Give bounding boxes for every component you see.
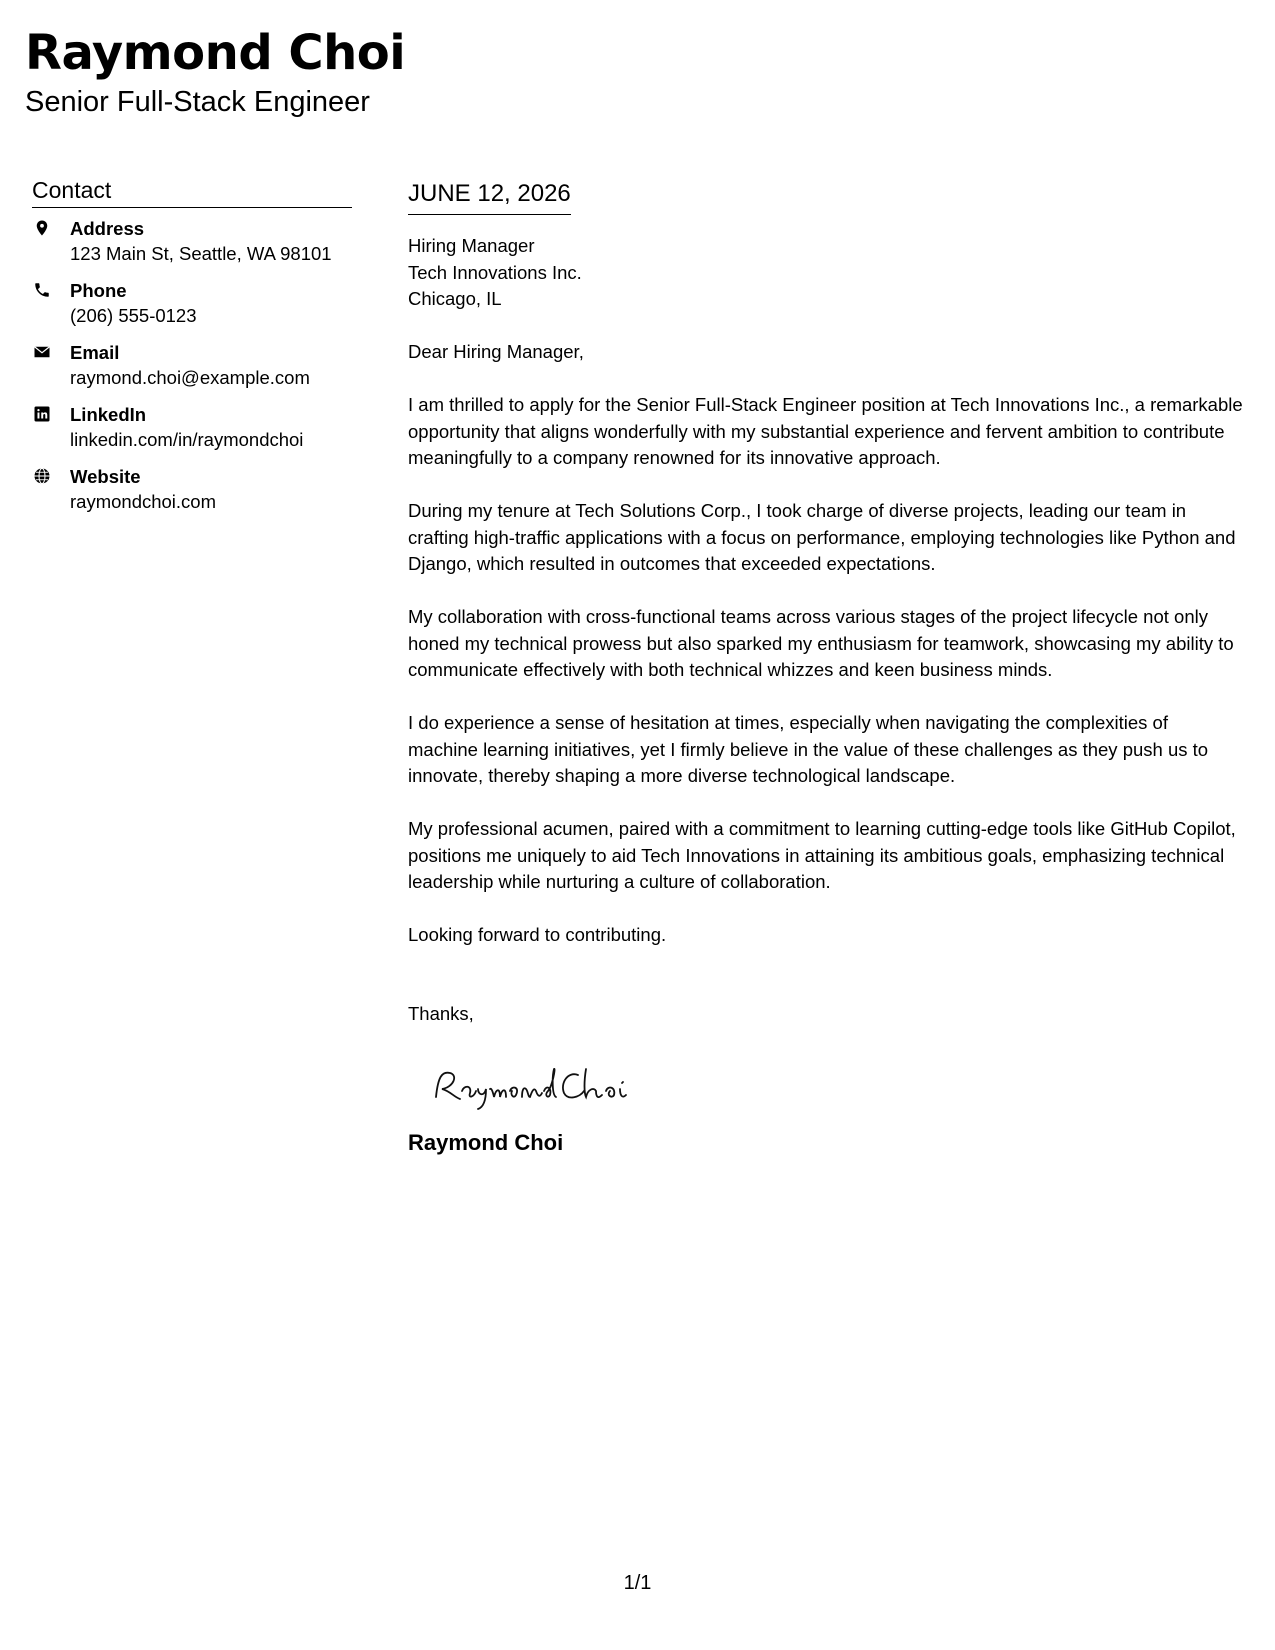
contact-item-address	[32, 216, 352, 266]
applicant-name: Raymond Choi	[25, 25, 406, 81]
contact-item-email	[32, 340, 352, 390]
signature-image	[428, 1057, 1243, 1117]
letter-paragraph: My collaboration with cross-functional teams across various stages of the project lifecycle not only honed my technical prowess but also sparked my enthusiasm for teamwork, showcasing my ability to communicate effectively with both technical whizzes and keen business minds.	[408, 606, 1234, 680]
contact-title: Contact	[32, 175, 352, 208]
contact-label-website: Website	[70, 466, 141, 487]
signed-name: Raymond Choi	[408, 1130, 564, 1155]
recipient-line: Hiring Manager	[408, 235, 535, 256]
contact-value-address: 123 Main St, Seattle, WA 98101	[70, 243, 332, 264]
recipient-block	[408, 233, 1243, 313]
recipient-line: Tech Innovations Inc.	[408, 261, 582, 283]
contact-value-email: raymond.choi@example.com	[70, 367, 310, 388]
contact-label-address: Address	[70, 218, 145, 239]
map-pin-icon	[32, 218, 52, 238]
letter-paragraph: During my tenure at Tech Solutions Corp., I took charge of diverse projects, leading our team in crafting high-traffic applications with a focus on performance, employing technologies like Python and Django, which resulted in outcomes that exceeded expectations.	[408, 500, 1236, 574]
page-number: 1/1	[623, 1572, 652, 1594]
cover-letter-body	[408, 178, 1243, 1157]
contact-value-website: raymondchoi.com	[70, 491, 217, 512]
contact-value-phone: (206) 555-0123	[70, 305, 197, 326]
contact-item-phone	[32, 278, 352, 328]
recipient-line: Chicago, IL	[408, 288, 502, 309]
salutation: Dear Hiring Manager,	[408, 341, 584, 362]
letter-paragraph: I am thrilled to apply for the Senior Full-Stack Engineer position at Tech Innovations Inc., a remarkable opportunity that aligns wonderfully with my substantial experience and fervent ambition to contribute meaningfully to a company renowned for its innovative approach.	[408, 394, 1243, 468]
contact-sidebar	[32, 175, 352, 526]
contact-label-linkedin: LinkedIn	[70, 404, 147, 425]
closing: Thanks,	[408, 1002, 474, 1024]
globe-icon	[32, 466, 52, 486]
signature-svg	[428, 1057, 658, 1113]
letter-paragraph: My professional acumen, paired with a commitment to learning cutting-edge tools like GitHub Copilot, positions me uniquely to aid Tech Innovations in attaining its ambitious goals, emphasizing technical leadership while nurturing a culture of collaboration.	[408, 818, 1236, 892]
envelope-icon	[32, 342, 52, 362]
contact-value-linkedin: linkedin.com/in/raymondchoi	[70, 429, 304, 450]
contact-item-linkedin	[32, 402, 352, 452]
applicant-role: Senior Full-Stack Engineer	[25, 86, 370, 118]
letter-date: JUNE 12, 2026	[408, 178, 571, 215]
linkedin-icon	[32, 404, 52, 424]
resume-header	[25, 22, 405, 120]
letter-paragraph: I do experience a sense of hesitation at times, especially when navigating the complexities of machine learning initiatives, yet I firmly believe in the value of these challenges as they push us to innovate, thereby shaping a more diverse technological landscape.	[408, 712, 1209, 786]
contact-label-email: Email	[70, 342, 120, 363]
contact-label-phone: Phone	[70, 280, 127, 301]
phone-icon	[32, 280, 52, 300]
letter-paragraph: Looking forward to contributing.	[408, 924, 667, 945]
contact-item-website	[32, 464, 352, 514]
